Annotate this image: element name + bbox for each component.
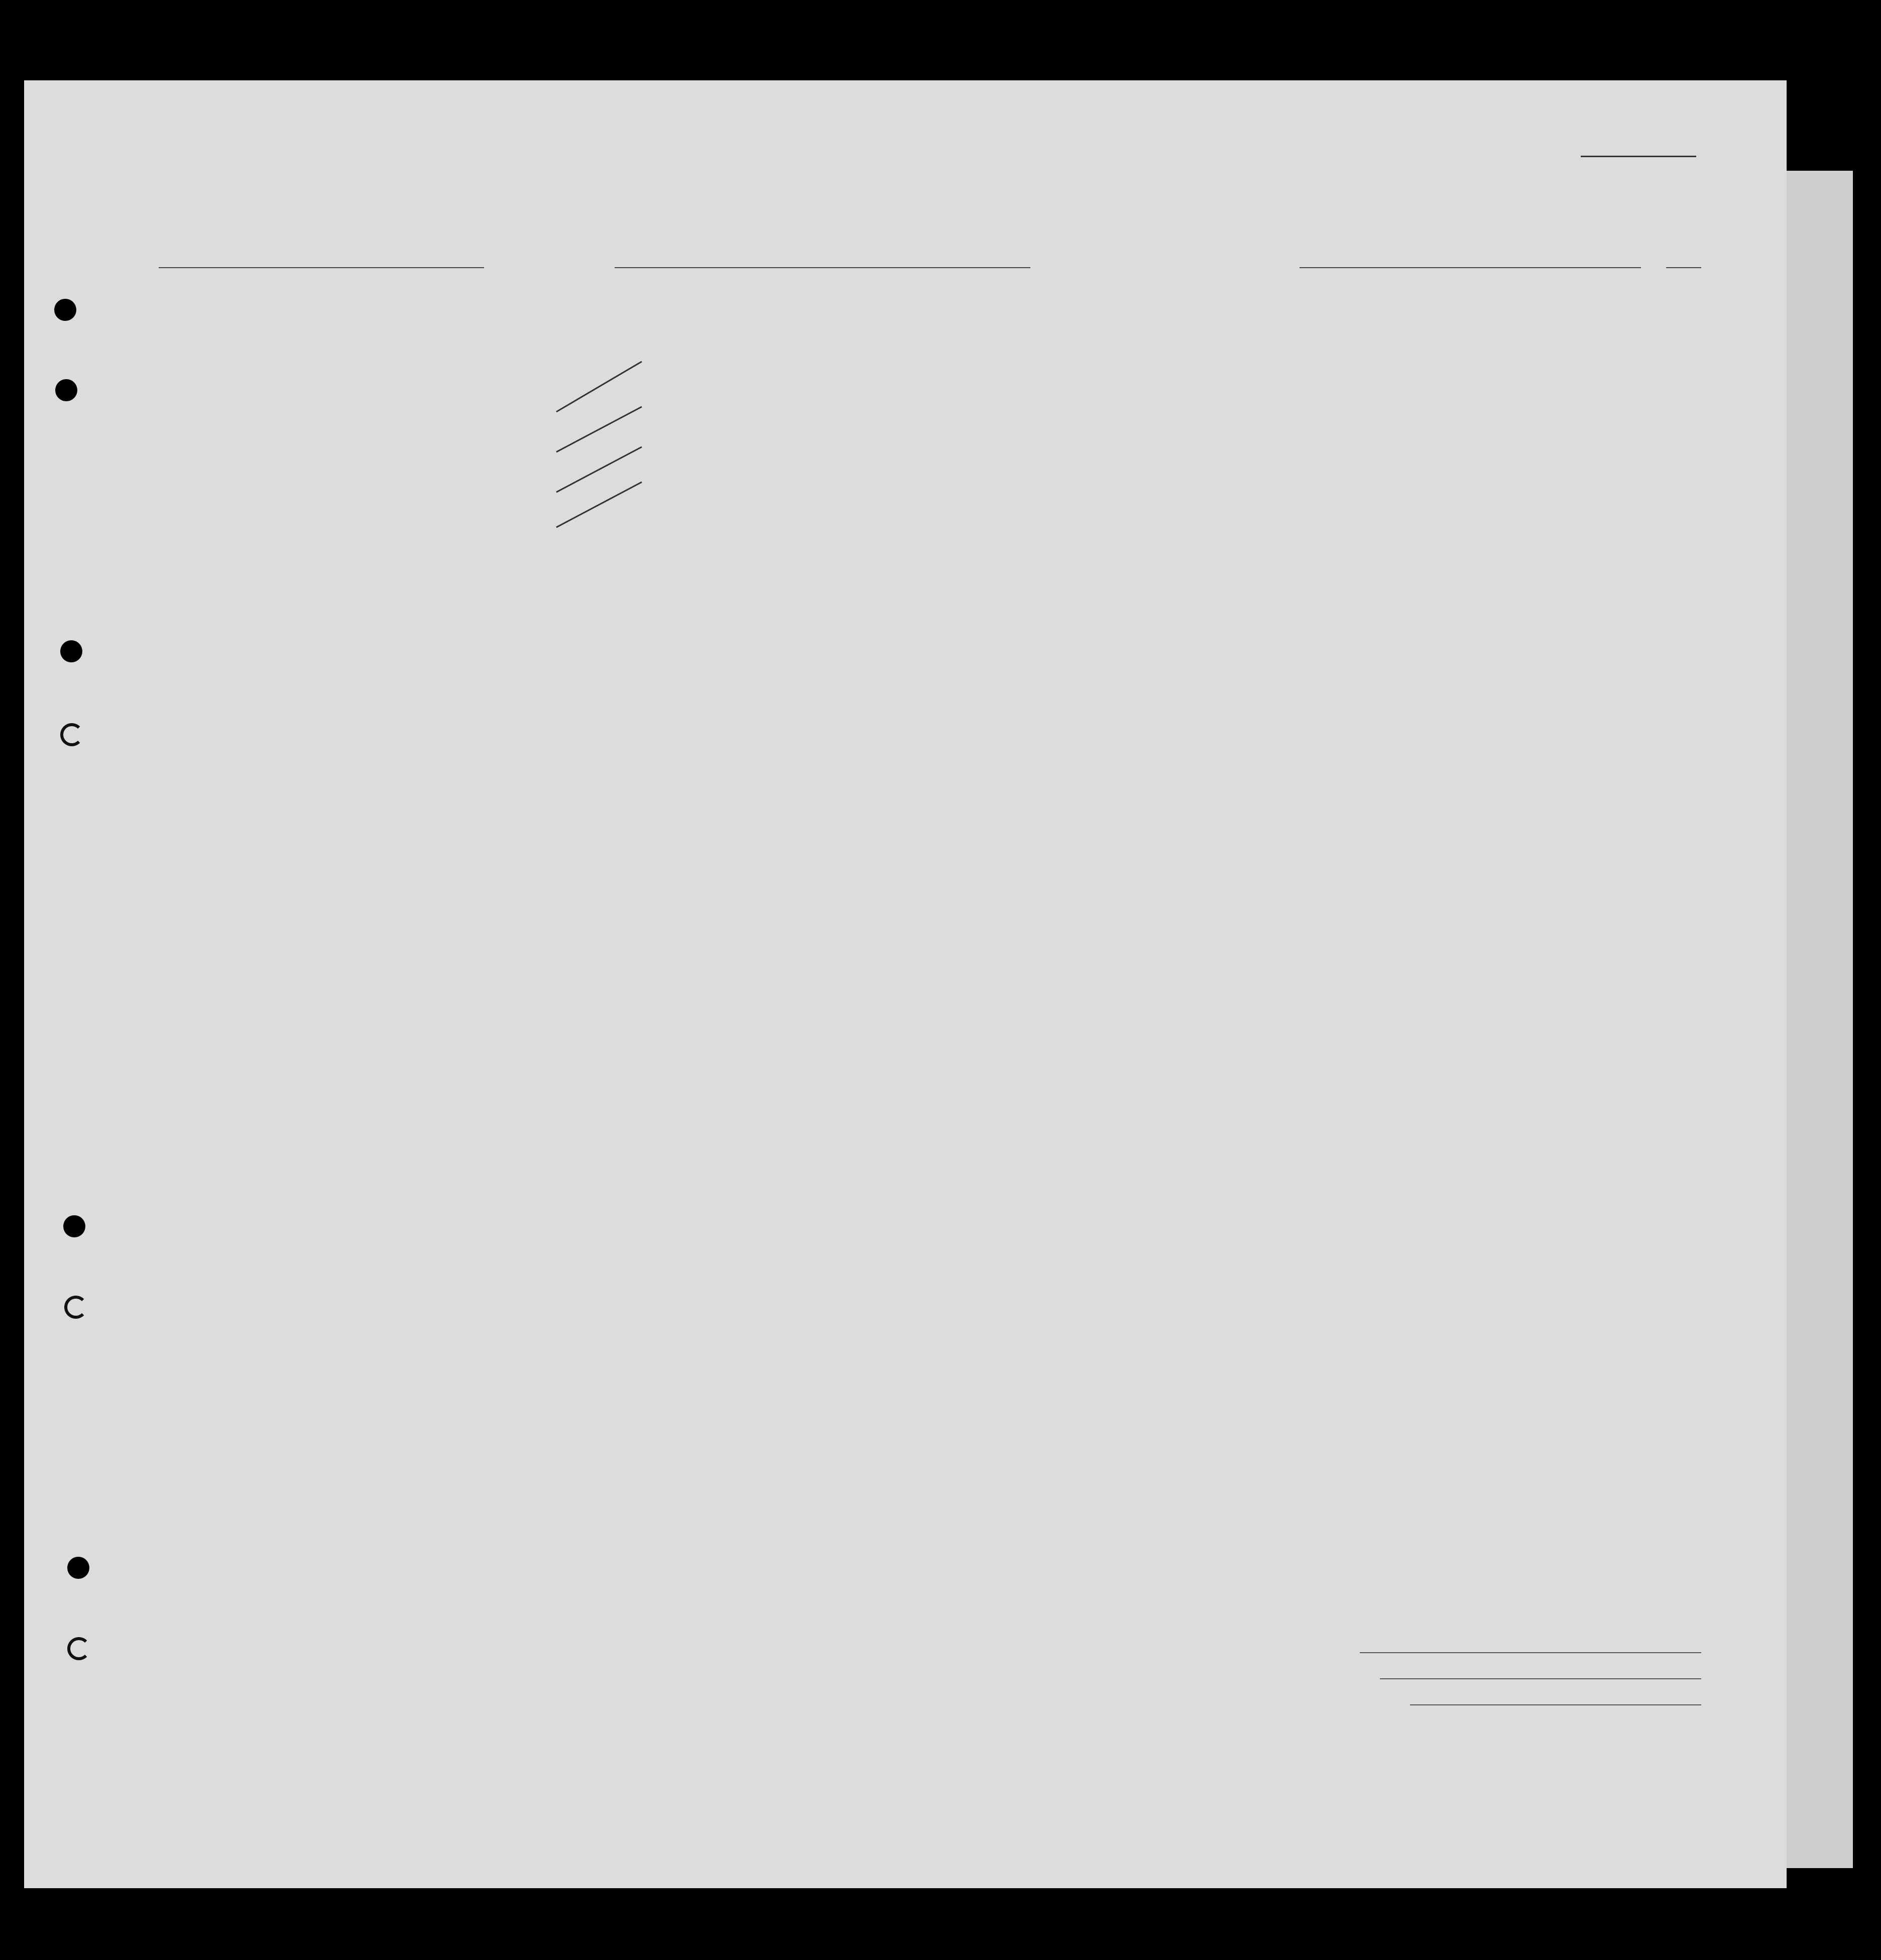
slash-mark [556,362,642,412]
slash-mark [556,407,642,452]
binder-hole [54,299,76,321]
binder-hole [63,1215,85,1237]
manifest-sheet [24,80,1787,1888]
slash-mark [556,482,642,527]
check-slashes [24,80,1787,1888]
binder-hole [67,1557,89,1579]
back-page-edge [1778,171,1853,1868]
binder-hole [64,1296,87,1319]
binder-hole [60,723,83,746]
binder-hole [60,640,82,662]
binder-hole [67,1637,90,1660]
slash-mark [556,447,642,492]
binder-hole [55,379,77,401]
